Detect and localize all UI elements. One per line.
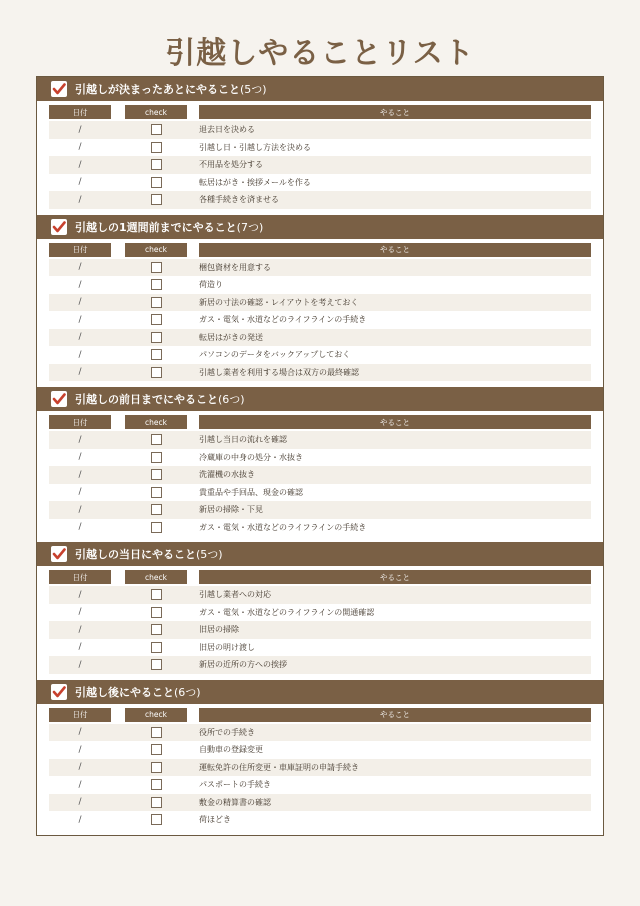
todo-item-label: 退去日を決める bbox=[199, 125, 255, 135]
todo-item-label: 旧居の明け渡し bbox=[199, 642, 255, 652]
checkbox-cell bbox=[125, 659, 187, 670]
checkbox-cell bbox=[125, 727, 187, 738]
todo-column-header: やること bbox=[199, 105, 591, 119]
column-header-row bbox=[49, 105, 591, 119]
section-table bbox=[37, 704, 603, 835]
checkbox[interactable] bbox=[151, 779, 162, 790]
date-field[interactable]: / bbox=[78, 642, 82, 653]
section-table bbox=[37, 411, 603, 542]
checkbox-cell bbox=[125, 469, 187, 480]
todo-item-label: パソコンのデータをバックアップしておく bbox=[199, 350, 351, 360]
checkbox[interactable] bbox=[151, 744, 162, 755]
date-column-header: 日付 bbox=[49, 570, 111, 584]
table-row bbox=[49, 656, 591, 674]
checkbox-cell bbox=[125, 262, 187, 273]
section-header bbox=[37, 387, 603, 411]
section-count: (7つ) bbox=[236, 220, 264, 234]
table-row bbox=[49, 811, 591, 829]
checkbox[interactable] bbox=[151, 642, 162, 653]
date-field[interactable]: / bbox=[78, 332, 82, 343]
checkbox-cell bbox=[125, 642, 187, 653]
checkbox[interactable] bbox=[151, 624, 162, 635]
date-field[interactable]: / bbox=[78, 349, 82, 360]
table-row bbox=[49, 501, 591, 519]
checkbox[interactable] bbox=[151, 349, 162, 360]
check-column-header: check bbox=[125, 105, 187, 119]
todo-item-label: 荷ほどき bbox=[199, 815, 231, 825]
date-field[interactable]: / bbox=[78, 262, 82, 273]
checkmark-icon bbox=[51, 219, 67, 235]
table-row bbox=[49, 431, 591, 449]
date-field[interactable]: / bbox=[78, 452, 82, 463]
section-header bbox=[37, 542, 603, 566]
todo-item-label: 引越し業者への対応 bbox=[199, 590, 271, 600]
check-column-header: check bbox=[125, 415, 187, 429]
todo-column-header: やること bbox=[199, 415, 591, 429]
checkbox[interactable] bbox=[151, 589, 162, 600]
table-row bbox=[49, 311, 591, 329]
section-count: (6つ) bbox=[174, 685, 201, 699]
todo-item-label: 自動車の登録変更 bbox=[199, 745, 263, 755]
checkbox[interactable] bbox=[151, 659, 162, 670]
todo-item-label: 運転免許の住所変更・車庫証明の申請手続き bbox=[199, 762, 359, 772]
table-row bbox=[49, 639, 591, 657]
checkbox-cell bbox=[125, 142, 187, 153]
column-header-row bbox=[49, 243, 591, 257]
table-row bbox=[49, 794, 591, 812]
checkbox[interactable] bbox=[151, 814, 162, 825]
checkbox[interactable] bbox=[151, 434, 162, 445]
checkbox[interactable] bbox=[151, 487, 162, 498]
checkbox-cell bbox=[125, 762, 187, 773]
checkbox[interactable] bbox=[151, 314, 162, 325]
date-field[interactable]: / bbox=[78, 779, 82, 790]
checkbox[interactable] bbox=[151, 124, 162, 135]
date-field[interactable]: / bbox=[78, 434, 82, 445]
table-row bbox=[49, 519, 591, 537]
section-table bbox=[37, 239, 603, 388]
checkbox[interactable] bbox=[151, 367, 162, 378]
checkbox-cell bbox=[125, 314, 187, 325]
checkbox[interactable] bbox=[151, 279, 162, 290]
checkbox-cell bbox=[125, 159, 187, 170]
table-row bbox=[49, 276, 591, 294]
date-field[interactable]: / bbox=[78, 367, 82, 378]
checkmark-icon bbox=[51, 81, 67, 97]
todo-column-header: やること bbox=[199, 570, 591, 584]
todo-item-label: 敷金の精算書の確認 bbox=[199, 797, 271, 807]
date-field[interactable]: / bbox=[78, 142, 82, 153]
table-row bbox=[49, 174, 591, 192]
section-header bbox=[37, 215, 603, 239]
check-column-header: check bbox=[125, 243, 187, 257]
todo-item-label: 新居の掃除・下見 bbox=[199, 505, 263, 515]
checkbox[interactable] bbox=[151, 469, 162, 480]
date-column-header: 日付 bbox=[49, 415, 111, 429]
checkmark-icon bbox=[51, 391, 67, 407]
date-field[interactable]: / bbox=[78, 744, 82, 755]
checkbox-cell bbox=[125, 814, 187, 825]
date-field[interactable]: / bbox=[78, 177, 82, 188]
checkbox[interactable] bbox=[151, 142, 162, 153]
table-row bbox=[49, 121, 591, 139]
section-count: (5つ) bbox=[196, 548, 223, 561]
checkbox-cell bbox=[125, 194, 187, 205]
checkbox[interactable] bbox=[151, 504, 162, 515]
table-row bbox=[49, 586, 591, 604]
todo-item-label: 梱包資材を用意する bbox=[199, 262, 271, 272]
todo-item-label: 各種手続きを済ませる bbox=[199, 195, 279, 205]
checkbox-cell bbox=[125, 744, 187, 755]
todo-item-label: 洗濯機の水抜き bbox=[199, 470, 255, 480]
checkmark-icon bbox=[51, 684, 67, 700]
checkbox[interactable] bbox=[151, 262, 162, 273]
todo-item-label: ガス・電気・水道などのライフラインの開通確認 bbox=[199, 607, 375, 617]
date-field[interactable]: / bbox=[78, 124, 82, 135]
section-title: 引越しの前日までにやること bbox=[75, 393, 218, 406]
date-column-header: 日付 bbox=[49, 708, 111, 722]
todo-item-label: 転居はがき・挨拶メールを作る bbox=[199, 177, 311, 187]
checkbox-cell bbox=[125, 332, 187, 343]
date-field[interactable]: / bbox=[78, 814, 82, 825]
date-column-header: 日付 bbox=[49, 105, 111, 119]
checkbox-cell bbox=[125, 589, 187, 600]
checkbox[interactable] bbox=[151, 194, 162, 205]
date-field[interactable]: / bbox=[78, 504, 82, 515]
checkbox-cell bbox=[125, 607, 187, 618]
date-field[interactable]: / bbox=[78, 727, 82, 738]
checkbox[interactable] bbox=[151, 332, 162, 343]
todo-item-label: 新居の寸法の確認・レイアウトを考えておく bbox=[199, 297, 359, 307]
table-row bbox=[49, 741, 591, 759]
checkbox[interactable] bbox=[151, 159, 162, 170]
checkbox-cell bbox=[125, 434, 187, 445]
todo-column-header: やること bbox=[199, 708, 591, 722]
section-count: (5つ) bbox=[240, 83, 267, 96]
date-field[interactable]: / bbox=[78, 659, 82, 670]
date-field[interactable]: / bbox=[78, 762, 82, 773]
date-field[interactable]: / bbox=[78, 279, 82, 290]
date-field[interactable]: / bbox=[78, 589, 82, 600]
checkbox-cell bbox=[125, 279, 187, 290]
checkbox-cell bbox=[125, 452, 187, 463]
section-title: 引越し後にやること bbox=[75, 685, 174, 699]
page-title: 引越しやることリスト bbox=[165, 36, 475, 71]
section-title: 引越しの1週間前までにやること bbox=[75, 220, 237, 234]
todo-column-header: やること bbox=[199, 243, 591, 257]
table-row bbox=[49, 466, 591, 484]
checkbox-cell bbox=[125, 779, 187, 790]
section-title: 引越しが決まったあとにやること bbox=[75, 83, 240, 96]
checkbox[interactable] bbox=[151, 762, 162, 773]
todo-item-label: 貴重品や手回品、現金の確認 bbox=[199, 487, 303, 497]
column-header-row bbox=[49, 708, 591, 722]
todo-item-label: ガス・電気・水道などのライフラインの手続き bbox=[199, 315, 367, 325]
todo-item-label: 役所での手続き bbox=[199, 727, 255, 737]
table-row bbox=[49, 329, 591, 347]
table-row bbox=[49, 776, 591, 794]
date-field[interactable]: / bbox=[78, 624, 82, 635]
date-field[interactable]: / bbox=[78, 607, 82, 618]
checkbox[interactable] bbox=[151, 727, 162, 738]
date-field[interactable]: / bbox=[78, 797, 82, 808]
section-table bbox=[37, 566, 603, 680]
todo-item-label: 新居の近所の方への挨拶 bbox=[199, 660, 287, 670]
table-row bbox=[49, 191, 591, 209]
section-count: (6つ) bbox=[218, 393, 245, 406]
section-table bbox=[37, 101, 603, 215]
checkbox-cell bbox=[125, 504, 187, 515]
table-row bbox=[49, 759, 591, 777]
checkbox-cell bbox=[125, 487, 187, 498]
check-column-header: check bbox=[125, 570, 187, 584]
table-row bbox=[49, 604, 591, 622]
checkbox-cell bbox=[125, 177, 187, 188]
table-row bbox=[49, 139, 591, 157]
todo-item-label: 旧居の掃除 bbox=[199, 625, 239, 635]
date-column-header: 日付 bbox=[49, 243, 111, 257]
check-column-header: check bbox=[125, 708, 187, 722]
table-row bbox=[49, 484, 591, 502]
todo-item-label: ガス・電気・水道などのライフラインの手続き bbox=[199, 522, 367, 532]
todo-item-label: 荷造り bbox=[199, 280, 223, 290]
section-title: 引越しの当日にやること bbox=[75, 548, 196, 561]
column-header-row bbox=[49, 415, 591, 429]
checkbox[interactable] bbox=[151, 297, 162, 308]
checkbox-cell bbox=[125, 624, 187, 635]
checkbox-cell bbox=[125, 124, 187, 135]
date-field[interactable]: / bbox=[78, 194, 82, 205]
section-header bbox=[37, 680, 603, 704]
date-field[interactable]: / bbox=[78, 487, 82, 498]
date-field[interactable]: / bbox=[78, 522, 82, 533]
checklist-frame bbox=[36, 76, 604, 836]
checkbox[interactable] bbox=[151, 607, 162, 618]
checkbox[interactable] bbox=[151, 452, 162, 463]
column-header-row bbox=[49, 570, 591, 584]
table-row bbox=[49, 259, 591, 277]
todo-item-label: パスポートの手続き bbox=[199, 780, 271, 790]
checkbox[interactable] bbox=[151, 177, 162, 188]
checkbox-cell bbox=[125, 522, 187, 533]
todo-item-label: 転居はがきの発送 bbox=[199, 332, 263, 342]
table-row bbox=[49, 294, 591, 312]
table-row bbox=[49, 364, 591, 382]
todo-item-label: 引越し当日の流れを確認 bbox=[199, 435, 287, 445]
checkbox[interactable] bbox=[151, 522, 162, 533]
table-row bbox=[49, 621, 591, 639]
date-field[interactable]: / bbox=[78, 469, 82, 480]
table-row bbox=[49, 724, 591, 742]
todo-item-label: 引越し日・引越し方法を決める bbox=[199, 142, 311, 152]
todo-item-label: 引越し業者を利用する場合は双方の最終確認 bbox=[199, 367, 359, 377]
checkbox[interactable] bbox=[151, 797, 162, 808]
table-row bbox=[49, 156, 591, 174]
section-header bbox=[37, 77, 603, 101]
date-field[interactable]: / bbox=[78, 297, 82, 308]
checkbox-cell bbox=[125, 797, 187, 808]
todo-item-label: 不用品を処分する bbox=[199, 160, 263, 170]
todo-item-label: 冷蔵庫の中身の処分・水抜き bbox=[199, 452, 303, 462]
checkmark-icon bbox=[51, 546, 67, 562]
checkbox-cell bbox=[125, 367, 187, 378]
checkbox-cell bbox=[125, 349, 187, 360]
table-row bbox=[49, 449, 591, 467]
table-row bbox=[49, 346, 591, 364]
date-field[interactable]: / bbox=[78, 314, 82, 325]
checkbox-cell bbox=[125, 297, 187, 308]
date-field[interactable]: / bbox=[78, 159, 82, 170]
